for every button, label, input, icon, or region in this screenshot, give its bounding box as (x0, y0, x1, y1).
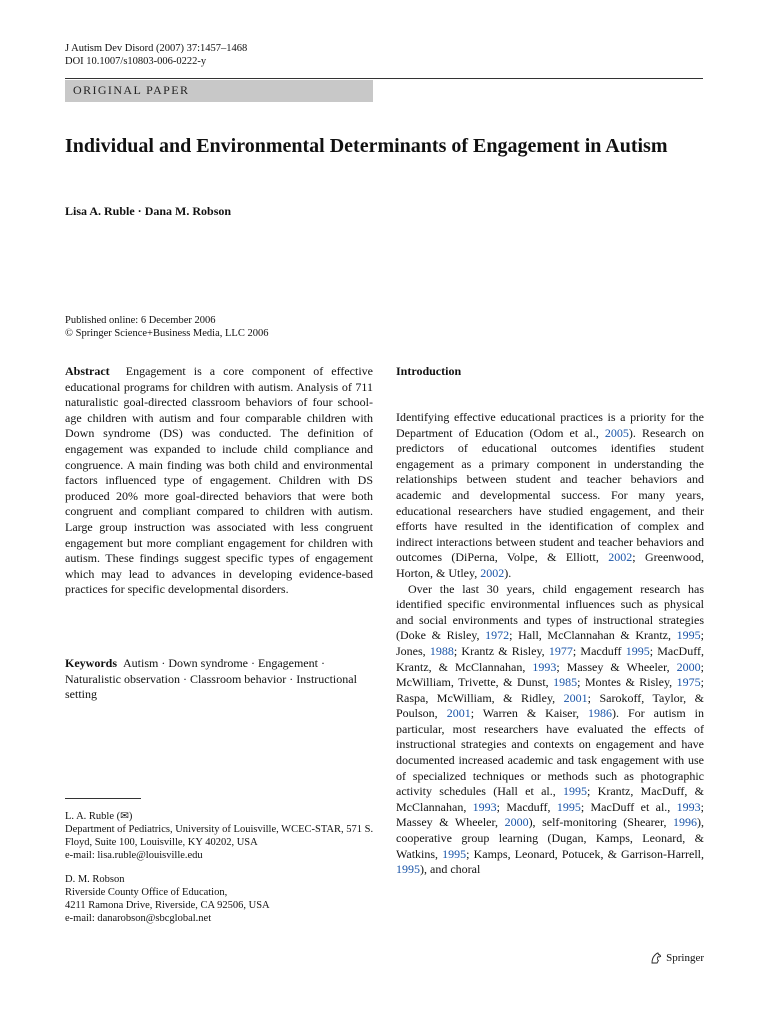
reference-link[interactable]: 1995 (676, 628, 701, 643)
affiliation-email[interactable]: e-mail: lisa.ruble@louisville.edu (65, 850, 203, 861)
doi[interactable]: DOI 10.1007/s10803-006-0222-y (65, 56, 207, 67)
published-date: Published online: 6 December 2006 (65, 315, 216, 326)
affiliation-name: D. M. Robson (65, 874, 125, 885)
reference-link[interactable]: 2005 (604, 425, 629, 440)
abstract (65, 364, 373, 598)
affiliation-address: Department of Pediatrics, University of Louisville, WCEC-STAR, 571 S. Floyd, Suite 100, Louisville, KY 40202, USA (65, 824, 374, 848)
affiliation-email[interactable]: e-mail: danarobson@sbcglobal.net (65, 913, 212, 924)
reference-link[interactable]: 1977 (548, 643, 573, 658)
reference-link[interactable]: 2000 (504, 815, 529, 830)
abstract-text: Engagement is a core component of effective educational programs for children with autism. Analysis of 711 naturalistic goal-directed classroom behaviors of four school-age children with autism and four comparable children with Down syndrome (DS) was conducted. The definition of engagement was expanded to include child compliance and congruence. A main finding was both child and environmental factors influenced type of engagement. Children with DS produced 20% more goal-directed behaviors that were both congruent and compliant compared to children with autism. Large group instruction was associated with less congruent engagement but more compliant engagement for children with autism. These findings suggest specific types of engagement which may lead to advances in developing evidence-based practices for specific developmental disorders. (65, 364, 373, 597)
abstract-label: Abstract (65, 364, 110, 378)
article-type-bar (65, 80, 373, 102)
reference-link[interactable]: 1988 (429, 643, 454, 658)
intro-paragraph-1: Identifying effective educational practices is a priority for the Department of Education (Odom et al., 2005). Research on predictors of educational outcomes identifies student engagement as a primary component in understanding the relationships between student and teacher behaviors and academic and developmental success. For many years, educational researchers have studied engagement, and their efforts have resulted in the identification of complex and indirect interactions between student and teacher behaviors and outcomes (DiPerna, Volpe, & Elliott, 2002; Greenwood, Horton, & Utley, 2002). (396, 410, 704, 580)
reference-link[interactable]: 2001 (563, 690, 588, 705)
affiliation-address: Riverside County Office of Education, (65, 887, 228, 898)
reference-link[interactable]: 1993 (472, 799, 497, 814)
keywords-text: Autism · Down syndrome · Engagement · Naturalistic observation · Classroom behavior · Instructional setting (65, 656, 357, 702)
reference-link[interactable]: 2001 (446, 706, 471, 721)
reference-link[interactable]: 1995 (396, 862, 420, 877)
reference-link[interactable]: 1985 (553, 675, 578, 690)
reference-link[interactable]: 1995 (625, 643, 650, 658)
reference-link[interactable]: 1993 (532, 659, 557, 674)
reference-link[interactable]: 1975 (676, 675, 701, 690)
author-list[interactable]: Lisa A. Ruble · Dana M. Robson (65, 204, 232, 218)
reference-link[interactable]: 2002 (608, 550, 633, 565)
reference-link[interactable]: 1972 (485, 628, 510, 643)
reference-link[interactable]: 1995 (556, 799, 581, 814)
keywords-label: Keywords (65, 656, 117, 670)
keywords (65, 656, 373, 703)
intro-paragraph-2: Over the last 30 years, child engagement research has identified specific environmental influences such as physical and social environments and types of instructional strategies (Doke & Risley, 1972; Hall, McClannahan & Krantz, 1995; Jones, 1988; Krantz & Risley, 1977; Macduff 1995; MacDuff, Krantz, & McClannahan, 1993; Massey & Wheeler, 2000; McWilliam, Trivette, & Dunst, 1985; Montes & Risley, 1975; Raspa, McWilliam, & Ridley, 2001; Sarokoff, Taylor, & Poulson, 2001; Warren & Kaiser, 1986). For autism in particular, most researchers have evaluated the effects of instructional strategies and contexts on engagement and have documented increased academic and task engagement with use of specialized techniques or methods such as photographic activity schedules (Hall et al., 1995; Krantz, MacDuff, & McClannahan, 1993; Macduff, 1995; MacDuff et al., 1993; Massey & Wheeler, 2000), self-monitoring (Shearer, 1996), cooperative group learning (Dugan, Kamps, Leonard, & Watkins, 1995; Kamps, Leonard, Potucek, & Garrison-Harrell, 1995), and choral (396, 581, 705, 877)
reference-link[interactable]: 1995 (563, 784, 588, 799)
article-title: Individual and Environmental Determinants of Engagement in Autism (65, 135, 668, 157)
reference-link[interactable]: 1986 (588, 706, 612, 721)
header-divider (65, 78, 703, 79)
affiliation-robson (65, 873, 375, 925)
introduction-body (396, 410, 704, 878)
section-heading-introduction: Introduction (396, 364, 462, 378)
reference-link[interactable]: 2002 (480, 565, 505, 580)
affiliations (65, 810, 375, 936)
affiliation-name: L. A. Ruble (✉) (65, 811, 133, 822)
journal-citation: J Autism Dev Disord (2007) 37:1457–1468 (65, 43, 248, 54)
journal-header (65, 42, 465, 68)
reference-link[interactable]: 1993 (676, 799, 701, 814)
publisher-mark (649, 951, 704, 965)
affiliation-ruble (65, 810, 375, 862)
reference-link[interactable]: 1995 (442, 846, 467, 861)
article-type-label: ORIGINAL PAPER (73, 83, 190, 97)
reference-link[interactable]: 1996 (673, 815, 697, 830)
affiliation-address: 4211 Ramona Drive, Riverside, CA 92506, USA (65, 900, 270, 911)
publisher-label: Springer (666, 952, 704, 964)
publication-info (65, 314, 465, 340)
reference-link[interactable]: 2000 (676, 659, 701, 674)
copyright-line: © Springer Science+Business Media, LLC 2006 (65, 328, 269, 339)
springer-horse-icon (649, 951, 663, 965)
footnote-divider (65, 798, 141, 799)
